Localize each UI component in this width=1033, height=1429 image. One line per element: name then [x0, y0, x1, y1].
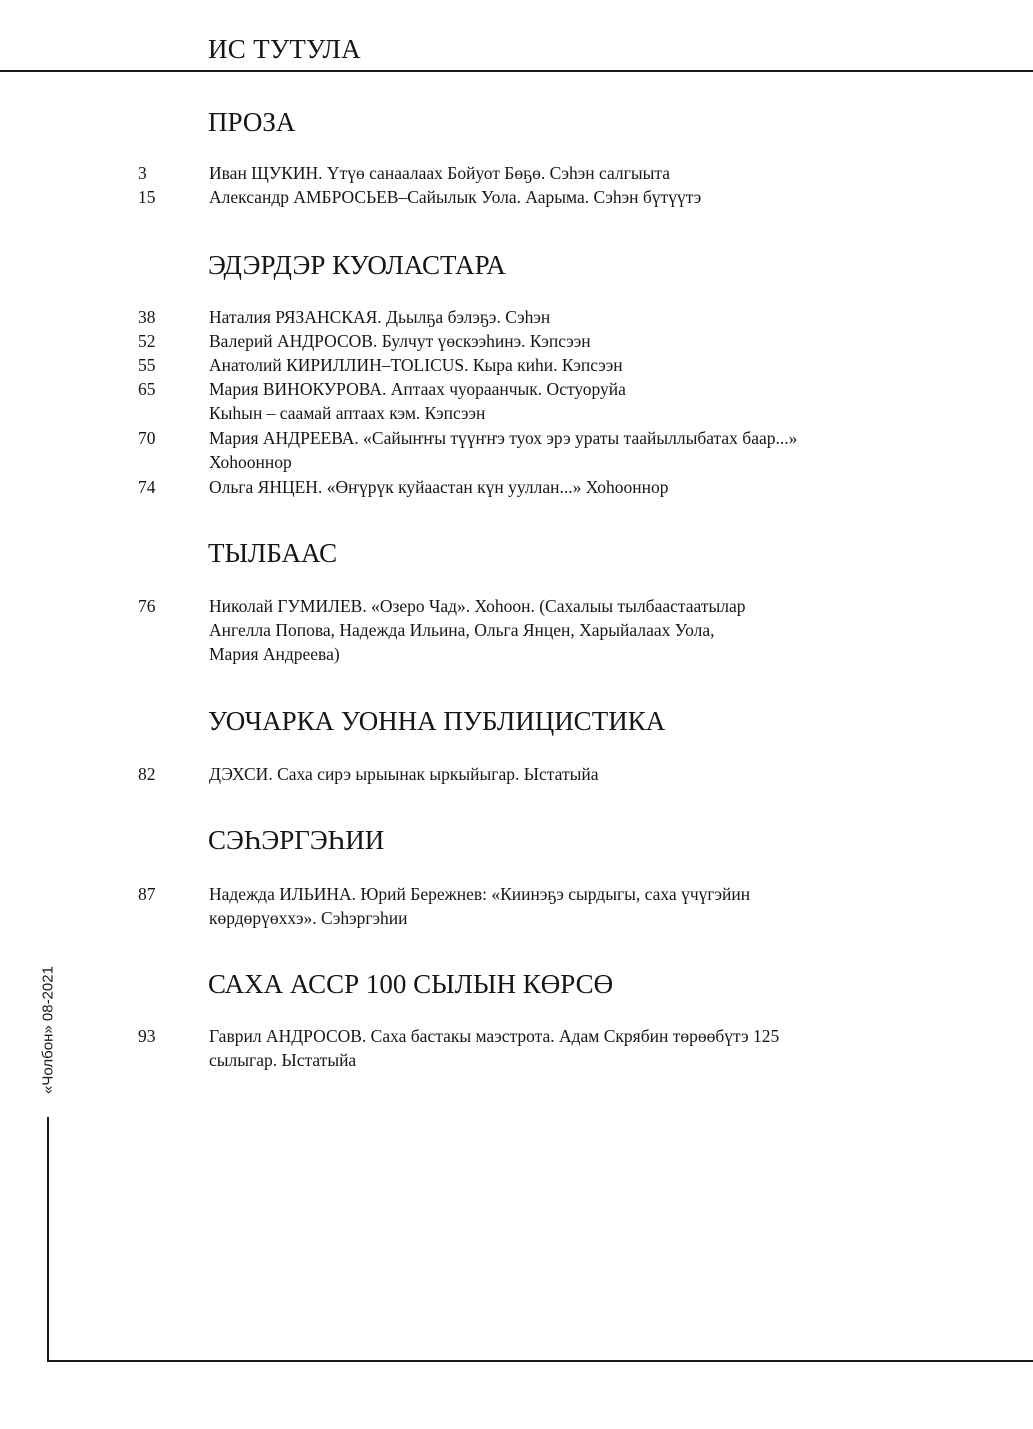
page-number: 93	[138, 1026, 156, 1046]
entry-text: Николай ГУМИЛЕВ. «Озеро Чад». Хоһоон. (Сахалыы тылбаастаатылар	[209, 596, 746, 616]
entry-text: Надежда ИЛЬИНА. Юрий Бережнев: «Киинэҕэ сырдыгы, саха үчүгэйин	[209, 884, 751, 904]
entry-text: Ангелла Попова, Надежда Ильина, Ольга Янцен, Харыйалаах Уола,	[209, 620, 715, 640]
entry-text: Мария ВИНОКУРОВА. Аптаах чуораанчык. Остуоруйа	[209, 379, 626, 399]
page-number: 74	[138, 477, 156, 497]
entry-text: Ольга ЯНЦЕН. «Өҥүрүк куйаастан күн ууллан...» Хоһооннор	[209, 477, 669, 497]
section-heading-anniversary: САХА АССР 100 СЫЛЫН КӨРСӨ	[208, 969, 614, 999]
entry-text: Анатолий КИРИЛЛИН–TOLICUS. Кыра киһи. Кэпсээн	[209, 355, 623, 375]
entry-text: Мария АНДРЕЕВА. «Сайыҥҥы түүҥҥэ туох эрэ ураты таайыллыбатах баар...»	[209, 428, 798, 448]
section-heading-translation: ТЫЛБААС	[208, 538, 338, 568]
page-number: 65	[138, 379, 156, 399]
section-heading-interview: СЭҺЭРГЭҺИИ	[208, 825, 385, 855]
entry-text: Наталия РЯЗАНСКАЯ. Дьылҕа бэлэҕэ. Сэһэн	[209, 307, 551, 327]
section-heading-essays: УОЧАРКА УОННА ПУБЛИЦИСТИКА	[208, 706, 666, 736]
entry-text: Мария Андреева)	[209, 644, 340, 664]
page-number: 15	[138, 187, 156, 207]
entry-text: ДЭХСИ. Саха сирэ ырыынак ыркыйыгар. Ыстатыйа	[209, 764, 599, 784]
entry-text: Хоһооннор	[209, 452, 292, 472]
page-number: 38	[138, 307, 156, 327]
entry-text: көрдөрүөххэ». Сэһэргэһии	[209, 908, 408, 928]
entry-text: Валерий АНДРОСОВ. Булчут үөскээһинэ. Кэпсээн	[209, 331, 591, 351]
section-heading-young-voices: ЭДЭРДЭР КУОЛАСТАРА	[208, 250, 506, 280]
journal-issue-label: «Чолбон» 08-2021	[39, 966, 57, 1094]
entry-text: Александр АМБРОСЬЕВ–Сайылык Уола. Аарыма. Сэһэн бүтүүтэ	[209, 187, 702, 207]
bottom-divider	[47, 1360, 1033, 1362]
page-number: 55	[138, 355, 156, 375]
section-heading-proza: ПРОЗА	[208, 107, 296, 137]
page-number: 70	[138, 428, 156, 448]
page-number: 82	[138, 764, 156, 784]
side-divider	[47, 1117, 49, 1361]
page-number: 52	[138, 331, 156, 351]
page-number: 3	[138, 163, 147, 183]
entry-text: Кыһын – саамай аптаах кэм. Кэпсээн	[209, 403, 486, 423]
top-divider	[0, 70, 1033, 72]
entry-text: Иван ЩУКИН. Үтүө санаалаах Бойуот Бөҕө. Сэһэн салгыыта	[209, 163, 670, 183]
entry-text: сылыгар. Ыстатыйа	[209, 1050, 357, 1070]
page-title: ИС ТУТУЛА	[208, 34, 361, 64]
page-number: 87	[138, 884, 156, 904]
page-number: 76	[138, 596, 156, 616]
entry-text: Гаврил АНДРОСОВ. Саха бастакы маэстрота. Адам Скрябин төрөөбүтэ 125	[209, 1026, 780, 1046]
